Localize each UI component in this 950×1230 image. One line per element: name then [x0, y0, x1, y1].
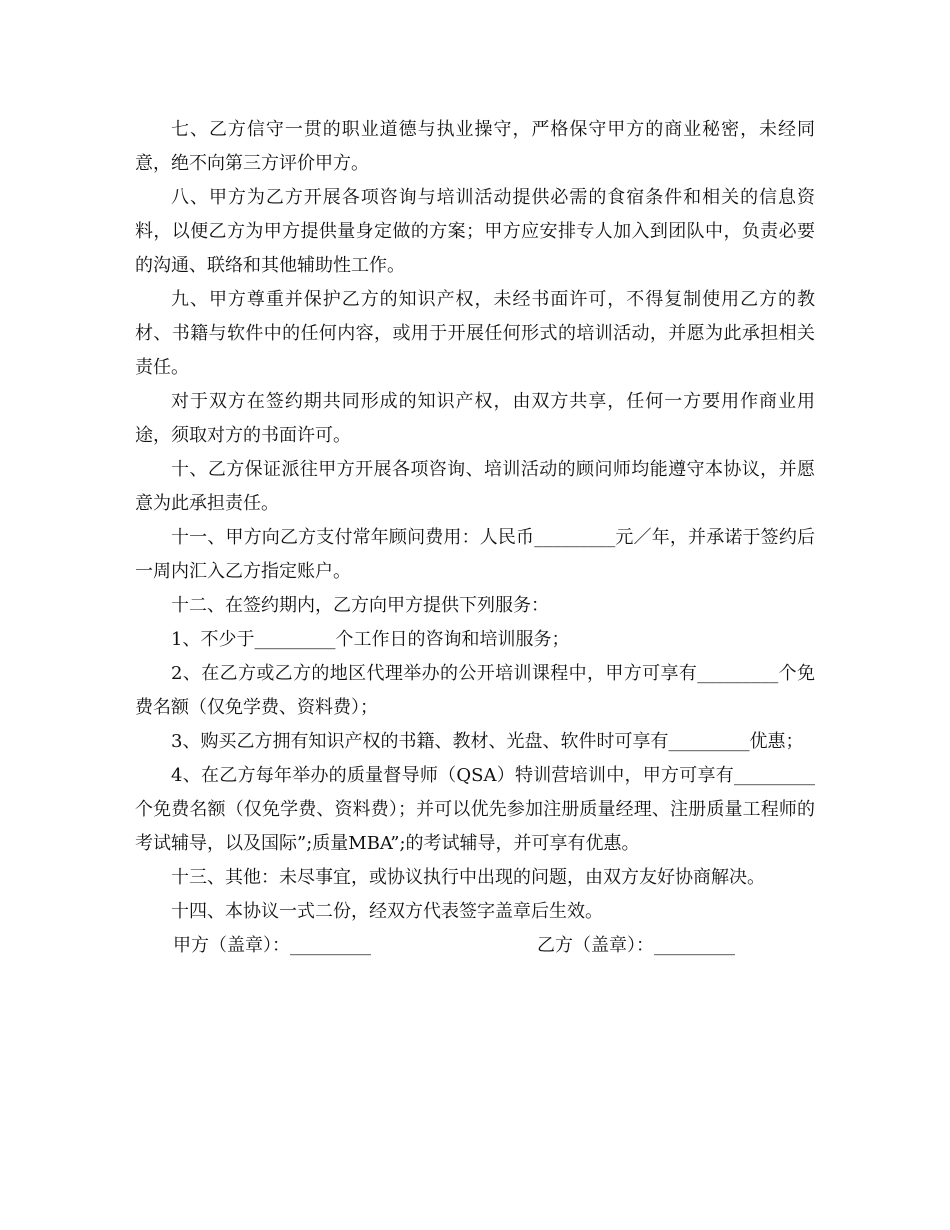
clause-7: 七、乙方信守一贯的职业道德与执业操守，严格保守甲方的商业秘密，未经同意，绝不向第三方评价甲方。: [135, 119, 815, 174]
clause-13: 十三、其他：未尽事宜，或协议执行中出现的问题，由双方友好协商解决。: [171, 867, 765, 888]
party-a-signature: 甲方（盖章）：_________: [173, 935, 371, 956]
clause-9-ip-sharing: 对于双方在签约期共同形成的知识产权，由双方共享，任何一方要用作商业用途，须取对方的书面许可。: [135, 391, 815, 446]
clause-12-item-2: 2、在乙方或乙方的地区代理举办的公开培训课程中，甲方可享有_________个免费名额（仅免学费、资料费）；: [135, 663, 815, 718]
clause-10: 十、乙方保证派往甲方开展各项咨询、培训活动的顾问师均能遵守本协议，并愿意为此承担责任。: [135, 459, 815, 514]
clause-12: 十二、在签约期内，乙方向甲方提供下列服务：: [171, 595, 549, 616]
signature-row: [135, 929, 815, 963]
party-b-signature: 乙方（盖章）：_________: [537, 935, 735, 956]
clause-9: 九、甲方尊重并保护乙方的知识产权，未经书面许可，不得复制使用乙方的教材、书籍与软件中的任何内容，或用于开展任何形式的培训活动，并愿为此承担相关责任。: [135, 289, 815, 378]
clause-14: 十四、本协议一式二份，经双方代表签字盖章后生效。: [171, 901, 603, 922]
clause-12-item-4: 4、在乙方每年举办的质量督导师（QSA）特训营培训中，甲方可享有_________个免费名额（仅免学费、资料费）；并可以优先参加注册质量经理、注册质量工程师的考试辅导，以及国际”;质量MBA”;的考试辅导，并可享有优惠。: [135, 765, 815, 854]
clause-12-item-1: 1、不少于_________个工作日的咨询和培训服务；: [171, 629, 570, 650]
clause-12-item-3: 3、购买乙方拥有知识产权的书籍、教材、光盘、软件时可享有_________优惠；: [171, 731, 804, 752]
clause-11: 十一、甲方向乙方支付常年顾问费用：人民币_________元／年，并承诺于签约后一周内汇入乙方指定账户。: [135, 527, 815, 582]
clause-8: 八、甲方为乙方开展各项咨询与培训活动提供必需的食宿条件和相关的信息资料，以便乙方为甲方提供量身定做的方案；甲方应安排专人加入到团队中，负责必要的沟通、联络和其他辅助性工作。: [135, 187, 815, 276]
document-body: [135, 113, 815, 963]
